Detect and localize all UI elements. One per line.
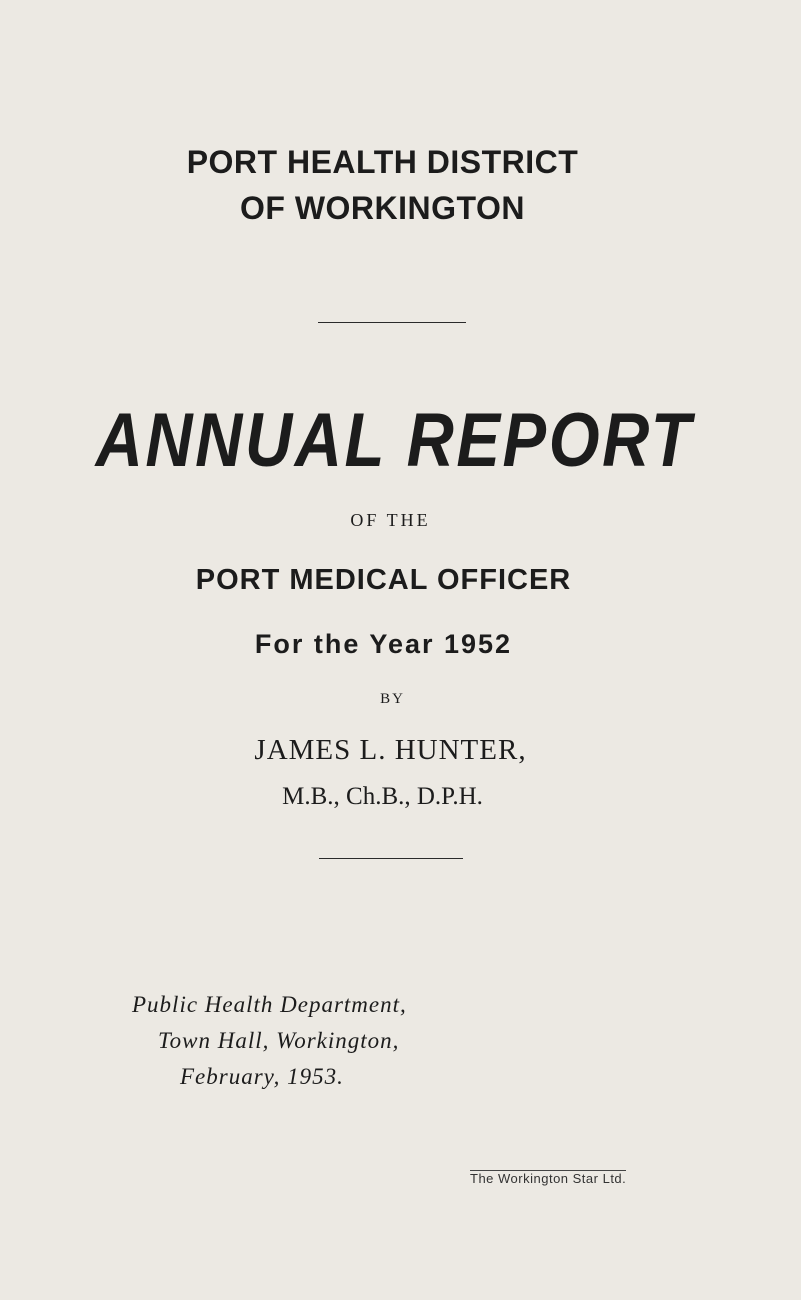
author-qualifications: M.B., Ch.B., D.P.H. (282, 783, 483, 810)
officer-title: PORT MEDICAL OFFICER (195, 564, 572, 596)
address-department: Public Health Department, (132, 992, 407, 1017)
report-year: For the Year 1952 (254, 629, 513, 659)
by-label: BY (380, 691, 405, 707)
bottom-divider (319, 858, 463, 859)
address-date: February, 1953. (180, 1064, 344, 1089)
of-the-label: OF THE (350, 510, 431, 530)
author-name: JAMES L. HUNTER, (254, 734, 527, 766)
district-title-line1: PORT HEALTH DISTRICT (186, 144, 579, 180)
printer-credit: The Workington Star Ltd. (470, 1171, 627, 1186)
top-divider (318, 322, 466, 323)
address-town-hall: Town Hall, Workington, (158, 1028, 400, 1053)
annual-report-title: ANNUAL REPORT (95, 398, 694, 483)
district-title-line2: OF WORKINGTON (240, 190, 525, 226)
